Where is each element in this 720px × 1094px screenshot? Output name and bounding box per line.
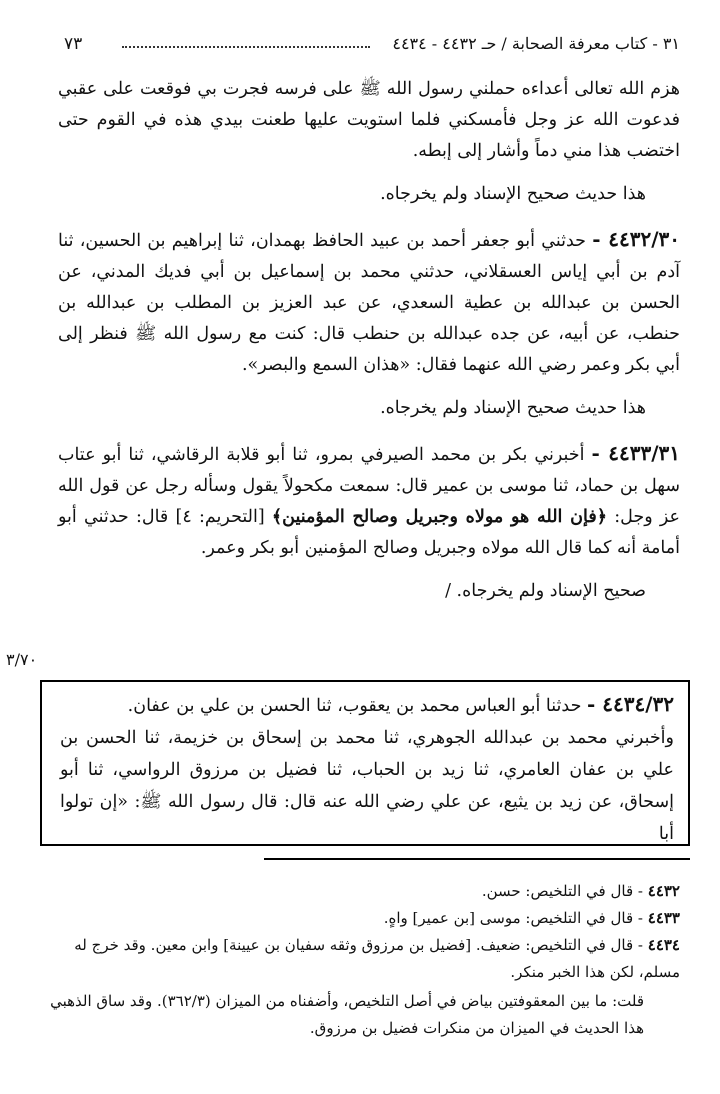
verdict-1: هذا حديث صحيح الإسناد ولم يخرجاه. — [380, 184, 646, 204]
footnote-4434-text: - قال في التلخيص: ضعيف. [فضيل بن مرزوق وثقه سفيان بن عيينة] وابن معين. وقد خرج له مسلم، لكن هذا الخبر منكر. — [74, 936, 680, 981]
footnote-4432 — [40, 878, 680, 905]
running-title: ٣١ - كتاب معرفة الصحابة / حـ ٤٤٣٢ - ٤٤٣٤ — [392, 34, 680, 53]
hadith-4432-text: حدثني أبو جعفر أحمد بن عبيد الحافظ بهمدان، ثنا إبراهيم بن الحسين، ثنا آدم بن أبي إياس العسقلاني، حدثني محمد بن إسماعيل بن أبي فديك المدني، عن الحسن بن عبدالله بن عطية السعدي، عن عبد العزيز بن المطلب بن عبدالله بن حنطب، عن أبيه، عن جده عبدالله بن حنطب قال: كنت مع رسول الله ﷺ فنظر إلى أبي بكر وعمر رضي الله عنهما فقال: «هذان السمع والبصر». — [58, 231, 680, 375]
footnote-divider — [264, 858, 690, 860]
boxed-hadith-4434 — [40, 680, 690, 846]
editor-note: قلت: ما بين المعقوفتين بياض في أصل التلخيص، وأضفناه من الميزان (٣٦٢/٣). وقد ساق الذهبي هذا الحديث في الميزان من منكرات فضيل بن مرزوق. — [50, 992, 644, 1037]
hadith-4434-text: وأخبرني محمد بن عبدالله الجوهري، ثنا محمد بن إسحاق بن خزيمة، ثنا الحسن بن علي بن عفان العامري، ثنا زيد بن الحباب، ثنا فضيل بن مرزوق الرواسي، ثنا أبو إسحاق، عن زيد بن يثيع، عن علي رضي الله عنه قال: قال رسول الله ﷺ: «إن تولوا أبا — [60, 728, 674, 844]
hadith-number-4432: ٤٤٣٢/٣٠ - — [592, 227, 680, 251]
footnote-number-4432: ٤٤٣٢ — [647, 882, 680, 900]
footnote-4433 — [40, 905, 680, 932]
footnote-number-4434: ٤٤٣٤ — [647, 936, 680, 954]
paragraph-continuation: هزم الله تعالى أعداءه حملني رسول الله ﷺ على فرسه فجرت بي فوقعت على عقبي فدعوت الله عز وجل فأمسكني فلما استويت عليها طعنت بيدي هذه في القوم حتى اختضب هذا مني دماً وأشار إلى إبطه. — [58, 79, 680, 161]
verdict-3: صحيح الإسناد ولم يخرجاه. / — [445, 581, 646, 601]
margin-reference: ٣/٧٠ — [6, 650, 38, 669]
hadith-4432 — [58, 224, 680, 381]
footnote-4432-text: - قال في التلخيص: حسن. — [481, 882, 643, 900]
footnote-4433-text: - قال في التلخيص: موسى [بن عمير] واهٍ. — [383, 909, 643, 927]
page-header — [64, 32, 680, 56]
hadith-4434-line1: حدثنا أبو العباس محمد بن يعقوب، ثنا الحسن بن علي بن عفان. — [127, 696, 582, 716]
hadith-number-4433: ٤٤٣٣/٣١ - — [591, 441, 680, 465]
hadith-4433-text-a: أخبرني بكر بن محمد الصيرفي بمرو، ثنا أبو قلابة الرقاشي، ثنا أبو عتاب سهل بن حماد، ثنا موسى بن عمير قال: سمعت مكحولاً يقول وسأله رجل عن قول الله عز وجل: — [58, 445, 680, 527]
hadith-4433 — [58, 438, 680, 564]
footnotes — [40, 878, 680, 1042]
quran-verse: ﴿فإن الله هو مولاه وجبريل وصالح المؤمنين﴾ — [271, 507, 607, 527]
verdict-2: هذا حديث صحيح الإسناد ولم يخرجاه. — [380, 398, 646, 418]
header-dot-leader — [122, 46, 370, 48]
hadith-number-4434: ٤٤٣٤/٣٢ - — [586, 692, 674, 716]
hadith-4433-text-b: [التحريم: ٤] قال: حدثني أبو أمامة أنه كما قال الله مولاه وجبريل وصالح المؤمنين أبو بكر وعمر. — [58, 507, 680, 558]
footnote-number-4433: ٤٤٣٣ — [647, 909, 680, 927]
hadith-4434-first-line — [60, 688, 674, 722]
page-number: ٧٣ — [64, 34, 83, 54]
main-text — [58, 74, 680, 621]
footnote-4434 — [40, 932, 680, 986]
